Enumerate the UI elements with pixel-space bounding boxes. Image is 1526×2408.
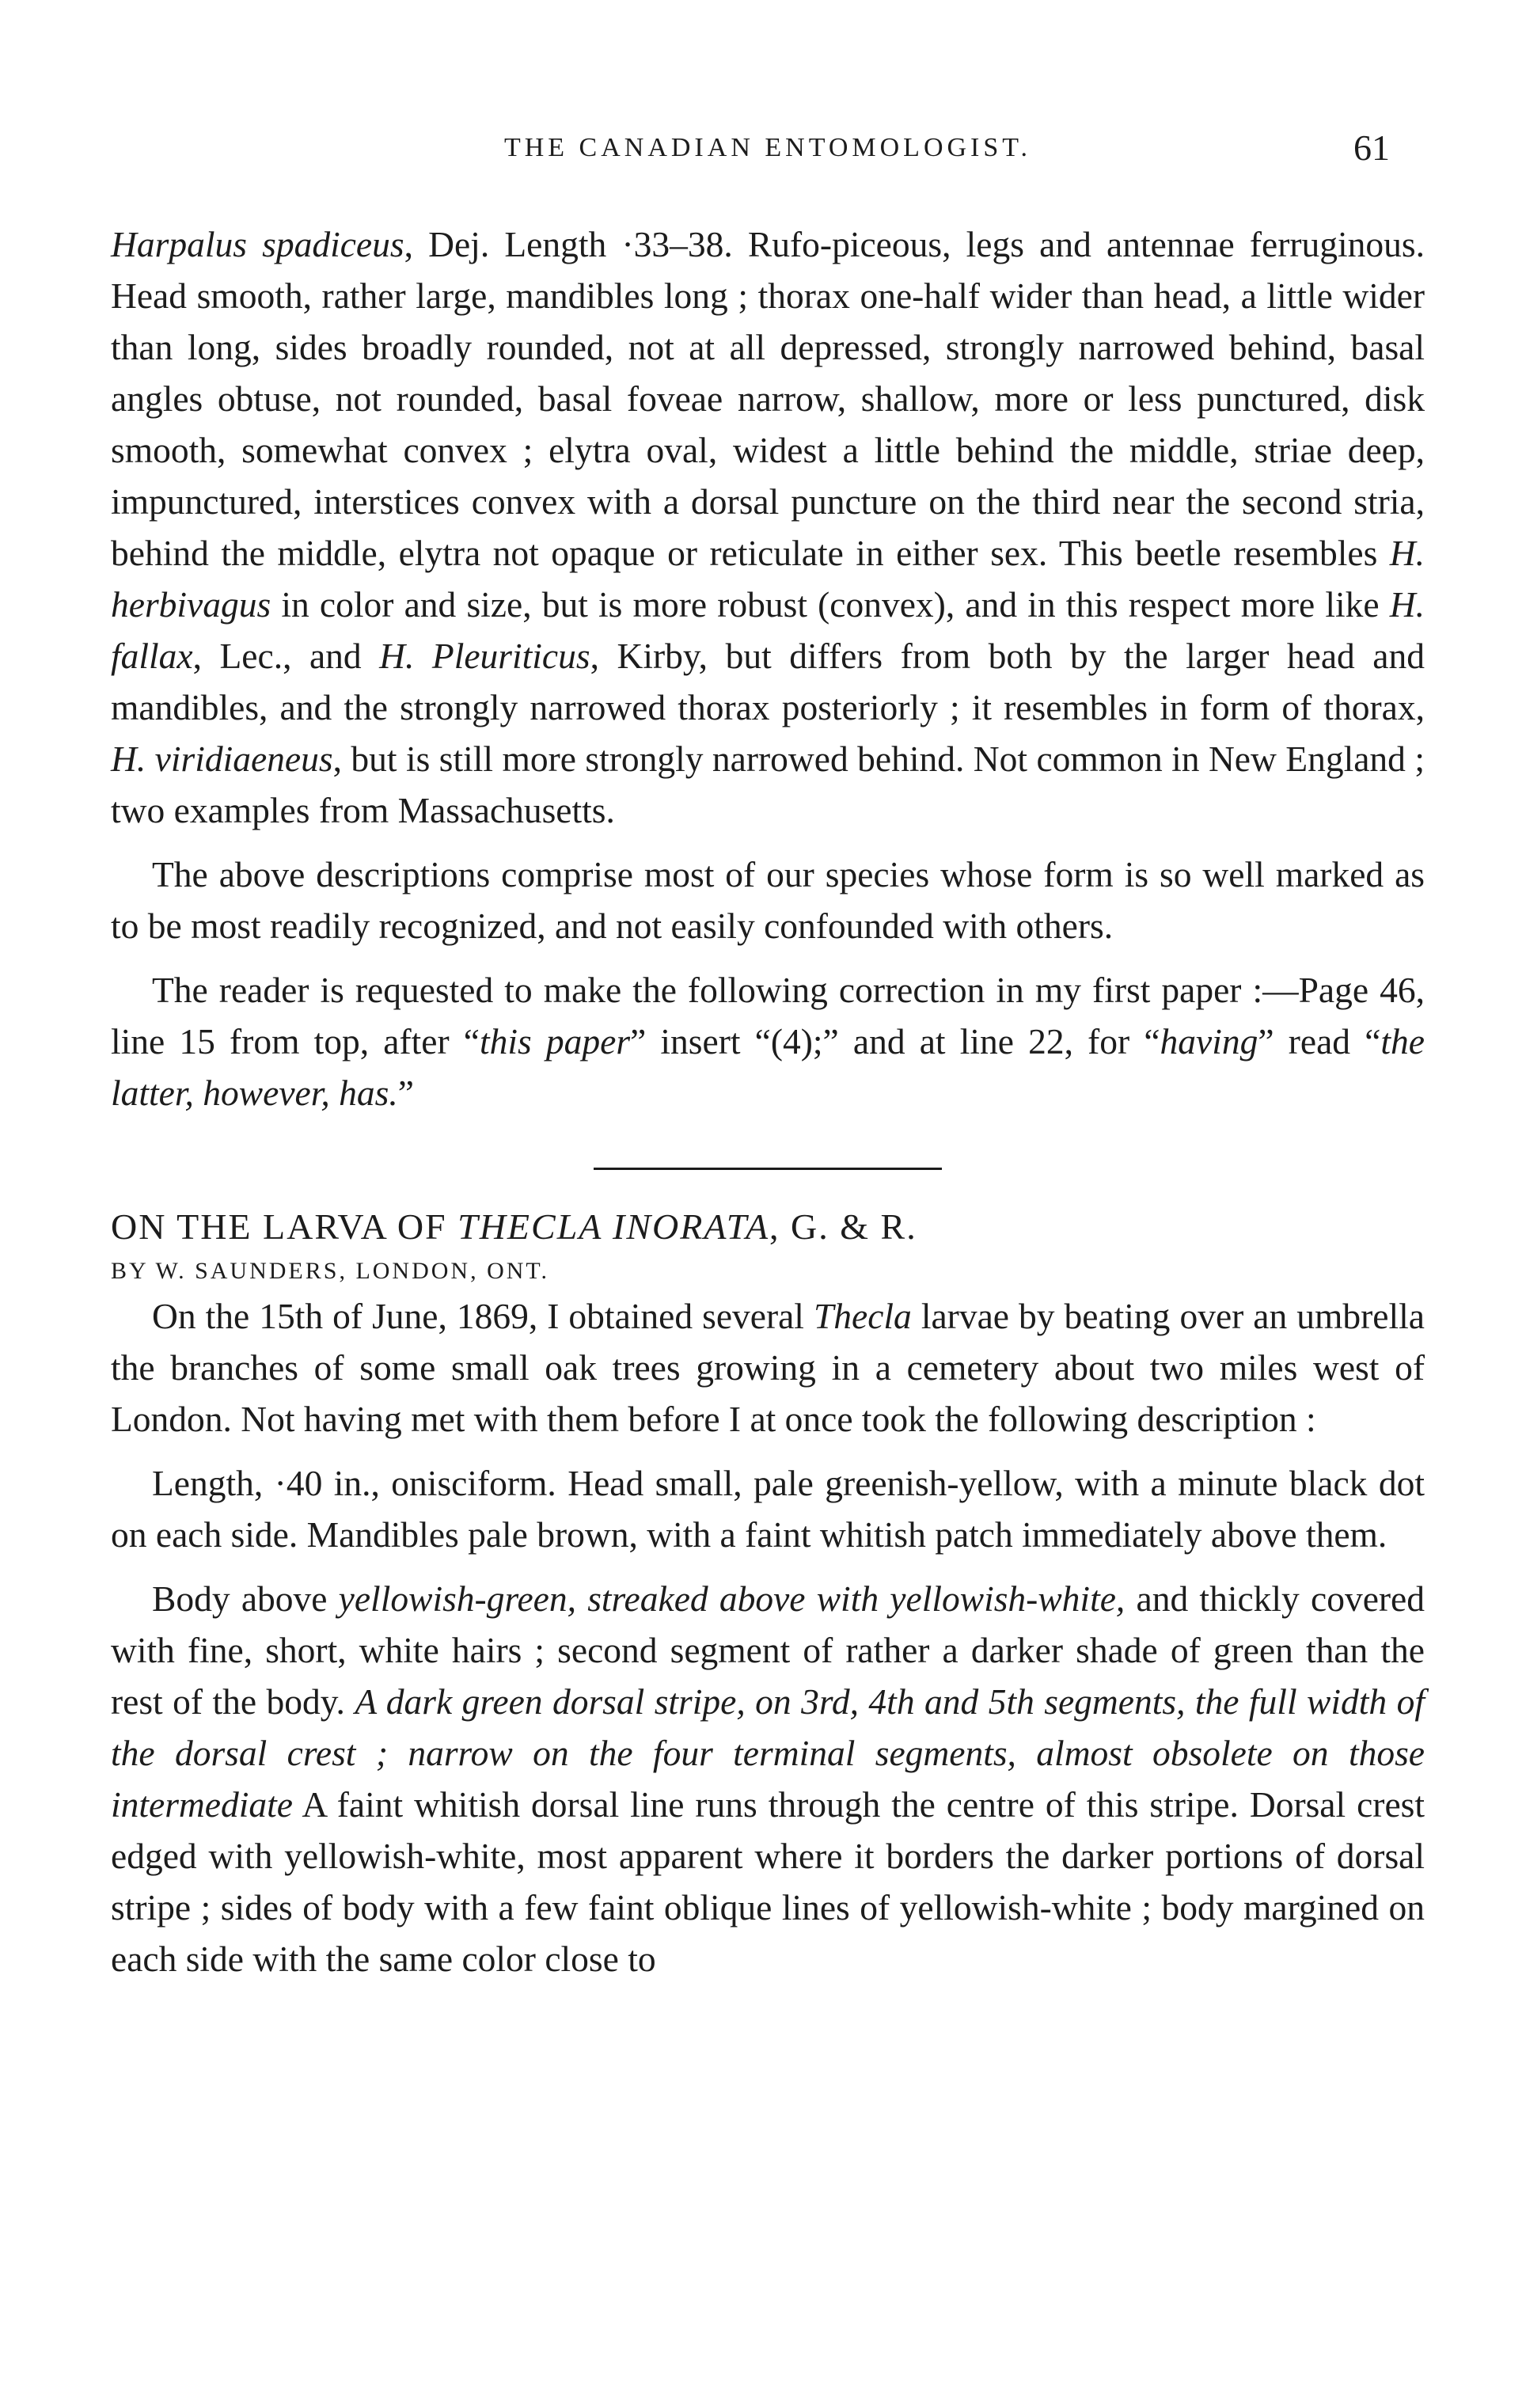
species-name: Harpalus spadiceus — [111, 224, 404, 264]
text-run: , Lec., and — [192, 636, 380, 676]
running-head — [111, 127, 1425, 174]
species-name: H. fallax — [111, 584, 1425, 676]
body-text — [111, 218, 1425, 1985]
text-run: , Dej. Length ·33–38. Rufo-piceous, legs and antennae ferruginous. Head smooth, rather large, mandibles long ; thorax one-half wider than head, a little wider than long, sides broadly rounded, not at all depressed, strongly narrowed behind, basal angles obtuse, not rounded, basal foveae narrow, shallow, more or less punctured, disk smooth, somewhat convex ; elytra oval, widest a little behind the middle, striae deep, impunctured, interstices convex with a dorsal puncture on the third near the second stria, behind the middle, elytra not opaque or reticulate in either sex. This beetle resembles — [111, 224, 1425, 573]
byline: BY W. SAUNDERS, LONDON, ONT. — [111, 1258, 550, 1284]
italic-run: yellowish-green, streaked above with yellowish-white, — [338, 1578, 1126, 1619]
text-run: , but is still more strongly narrowed behind. Not common in New England ; two examples from Massachusetts. — [111, 739, 1425, 830]
section-divider — [594, 1168, 942, 1170]
species-name: H. herbivagus — [111, 533, 1425, 625]
text-run: ” insert “(4);” and at line 22, for “ — [630, 1021, 1160, 1062]
paragraph-larva-intro — [111, 1290, 1425, 1445]
title-species: THECLA INORATA — [457, 1206, 770, 1247]
italic-run: A dark green dorsal stripe, on 3rd, 4th and 5th segments, the full width of the dorsal crest ; narrow on the four terminal segments, almost obsolete on those intermediate — [111, 1681, 1425, 1825]
italic-run: having — [1160, 1021, 1258, 1062]
text-run: The reader is requested to make the following correction in my first paper :—Page 46, line 15 from top, after “ — [111, 970, 1425, 1062]
journal-title: THE CANADIAN ENTOMOLOGIST. — [503, 133, 1032, 162]
title-run: ON THE LARVA OF — [111, 1206, 458, 1247]
paragraph-harpalus — [111, 218, 1425, 836]
text-run: A faint whitish dorsal line runs through the centre of this stripe. Dorsal crest edged with yellowish-white, most apparent where it borders the darker portions of dorsal stripe ; sides of body with a few faint oblique lines of yellowish-white ; body margined on each side with the same color close to — [111, 1784, 1425, 1979]
text-run: in color and size, but is more robust (convex), and in this respect more like — [271, 584, 1390, 625]
text-run: Body above — [152, 1578, 339, 1619]
page-number: 61 — [1353, 127, 1390, 168]
italic-run: this paper — [480, 1021, 631, 1062]
text-run: and thickly covered with fine, short, white hairs ; second segment of rather a darker shade of green than the rest of the body. — [111, 1578, 1425, 1722]
text-run: ” — [397, 1073, 414, 1113]
title-run: , G. & R. — [769, 1206, 917, 1247]
text-run: , Kirby, but differs from both by the larger head and mandibles, and the strongly narrowed thorax posteriorly ; it resembles in form of thorax, — [111, 636, 1425, 727]
species-name: H. viridiaeneus — [111, 739, 333, 779]
species-name: H. Pleuriticus — [379, 636, 590, 676]
paragraph-correction — [111, 964, 1425, 1119]
text-run: larvae by beating over an umbrella the branches of some small oak trees growing in a cemetery about two miles west of London. Not having met with them before I at once took the following description : — [111, 1296, 1425, 1439]
paragraph-body — [111, 1573, 1425, 1985]
paragraph-summary: The above descriptions comprise most of our species whose form is so well marked as to be most readily recognized, and not easily confounded with others. — [111, 854, 1425, 946]
text-run: ” read “ — [1258, 1021, 1381, 1062]
italic-run: the latter, however, has. — [111, 1021, 1425, 1113]
text-run: On the 15th of June, 1869, I obtained several — [152, 1296, 814, 1336]
paragraph-length: Length, ·40 in., onisciform. Head small, pale greenish-yellow, with a minute black dot on each side. Mandibles pale brown, with a faint whitish patch immediately above them. — [111, 1463, 1425, 1555]
article-title — [111, 1202, 1425, 1252]
genus-name: Thecla — [813, 1296, 912, 1336]
